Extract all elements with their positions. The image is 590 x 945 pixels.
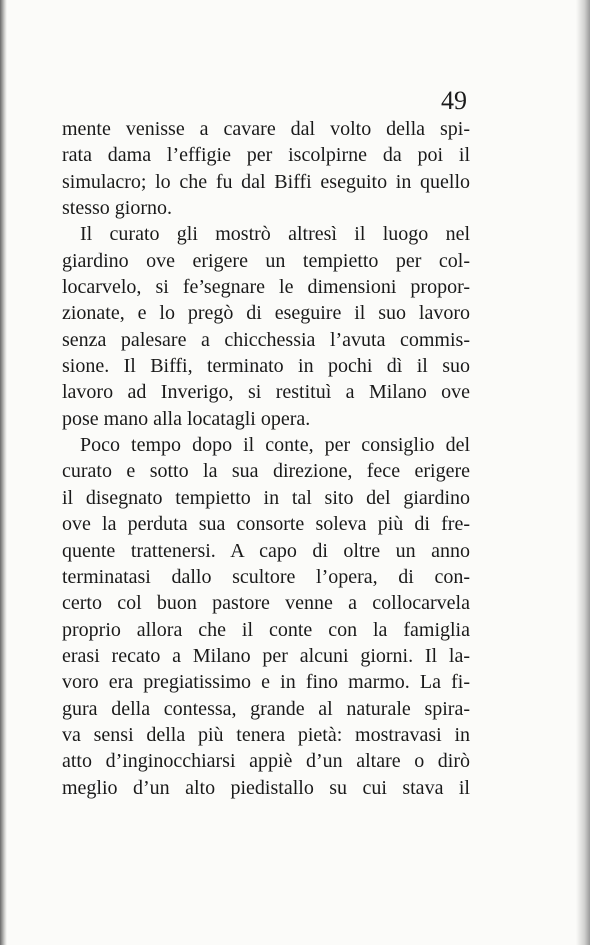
text-line: atto d’inginocchiarsi appiè d’un altare o dirò xyxy=(62,750,470,773)
page-left-edge-shadow xyxy=(0,0,7,945)
page-right-edge-shadow xyxy=(576,0,590,945)
text-line: quente trattenersi. A capo di oltre un anno xyxy=(62,539,470,562)
text-line: lavoro ad Inverigo, si restituì a Milano ove xyxy=(62,381,470,404)
text-line: certo col buon pastore venne a collocarvela xyxy=(62,592,470,615)
text-line: ove la perduta sua consorte soleva più di fre- xyxy=(62,513,470,536)
text-line: simulacro; lo che fu dal Biffi eseguito in quello xyxy=(62,170,470,193)
body-text xyxy=(62,116,470,801)
text-line: va sensi della più tenera pietà: mostravasi in xyxy=(62,723,470,746)
text-line: sione. Il Biffi, terminato in pochi dì il suo xyxy=(62,355,470,378)
text-line: rata dama l’effigie per iscolpirne da poi il xyxy=(62,144,470,167)
text-line: pose mano alla locatagli opera. xyxy=(62,407,311,430)
text-line: gura della contessa, grande al naturale spira- xyxy=(62,697,470,720)
text-line: voro era pregiatissimo e in fino marmo. La fi- xyxy=(62,671,470,694)
text-line: mente venisse a cavare dal volto della spi- xyxy=(62,118,470,140)
text-line: senza palesare a chicchessia l’avuta commis- xyxy=(62,328,470,351)
text-line: meglio d’un alto piedistallo su cui stava il xyxy=(62,776,470,799)
text-line: il disegnato tempietto in tal sito del giardino xyxy=(62,486,470,509)
text-line: Il curato gli mostrò altresì il luogo nel xyxy=(80,223,470,246)
text-line: erasi recato a Milano per alcuni giorni. Il la- xyxy=(62,644,470,667)
page-number: 49 xyxy=(441,86,467,115)
text-line: Poco tempo dopo il conte, per consiglio del xyxy=(80,434,470,457)
text-line: zionate, e lo pregò di eseguire il suo lavoro xyxy=(62,302,470,325)
text-line: stesso giorno. xyxy=(62,197,172,220)
text-line: giardino ove erigere un tempietto per col- xyxy=(62,249,470,272)
text-line: proprio allora che il conte con la famiglia xyxy=(62,618,470,641)
text-line: curato e sotto la sua direzione, fece erigere xyxy=(62,460,470,483)
text-line: terminatasi dallo scultore l’opera, di con- xyxy=(62,565,470,588)
text-line: locarvelo, si fe’segnare le dimensioni propor- xyxy=(62,276,470,299)
